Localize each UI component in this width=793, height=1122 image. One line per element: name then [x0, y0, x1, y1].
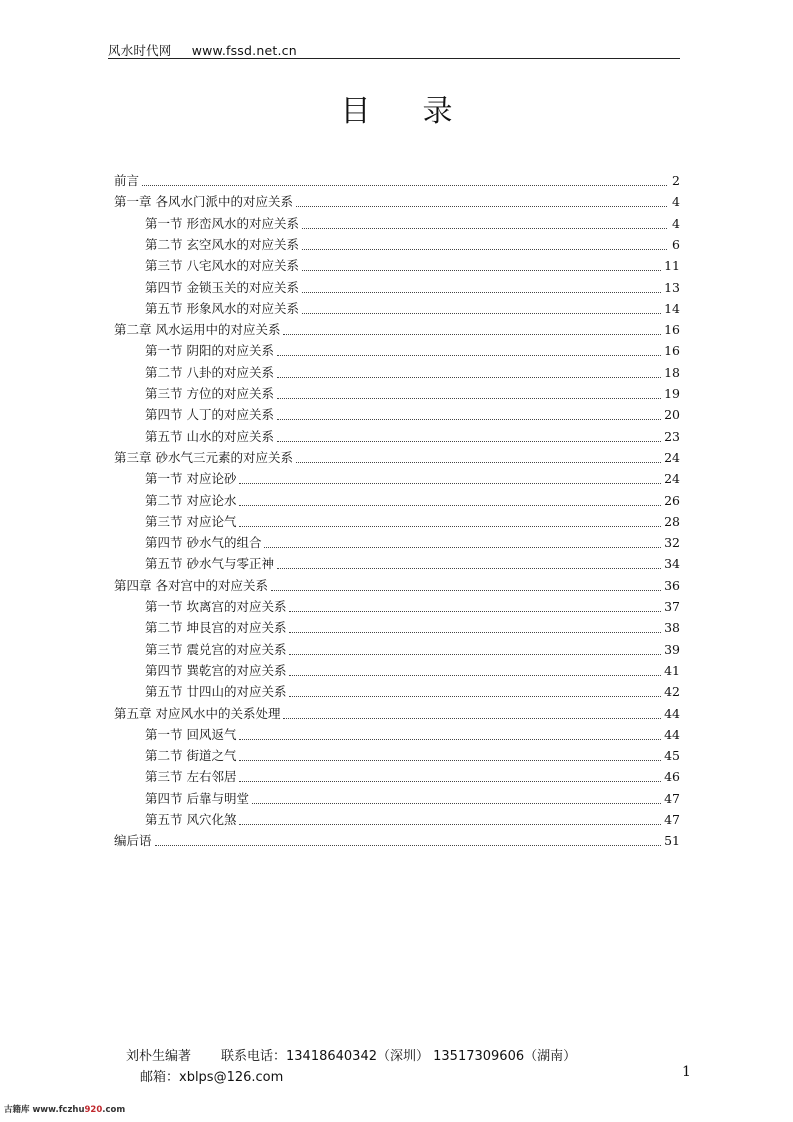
toc-entry-page: 13 — [664, 280, 680, 295]
toc-entry-page: 11 — [664, 258, 680, 273]
toc-entry-label: 第三章 砂水气三元素的对应关系 — [114, 450, 293, 465]
toc-section-row — [145, 280, 680, 296]
toc-entry-label: 第一节 对应论砂 — [145, 471, 237, 486]
toc-entry-page: 44 — [664, 706, 680, 721]
toc-section-row — [145, 556, 680, 572]
toc-entry-page: 36 — [664, 578, 680, 593]
toc-chapter-row — [114, 194, 680, 210]
toc-entry-label: 第四章 各对宫中的对应关系 — [114, 578, 268, 593]
toc-entry-label: 第三节 方位的对应关系 — [145, 386, 274, 401]
toc-entry-page: 4 — [672, 216, 680, 231]
toc-entry-page: 41 — [664, 663, 680, 678]
toc-leader-dots — [296, 206, 667, 207]
toc-entry-label: 第一章 各风水门派中的对应关系 — [114, 194, 293, 209]
toc-entry-page: 4 — [672, 194, 680, 209]
page-title: 目录 — [340, 94, 505, 129]
toc-leader-dots — [289, 696, 661, 697]
toc-section-row — [145, 365, 680, 381]
toc-section-row — [145, 535, 680, 551]
toc-entry-page: 46 — [664, 769, 680, 784]
toc-chapter-row — [114, 322, 680, 338]
toc-entry-label: 第五节 砂水气与零正神 — [145, 556, 274, 571]
toc-leader-dots — [264, 547, 661, 548]
toc-entry-page: 14 — [664, 301, 680, 316]
toc-entry-label: 第四节 金锁玉关的对应关系 — [145, 280, 299, 295]
toc-entry-label: 第二节 街道之气 — [145, 748, 237, 763]
toc-entry-label: 第二节 坤艮宫的对应关系 — [145, 620, 287, 635]
toc-entry-label: 第二节 玄空风水的对应关系 — [145, 237, 299, 252]
toc-entry-label: 第一节 形峦风水的对应关系 — [145, 216, 299, 231]
toc-entry-page: 23 — [664, 429, 680, 444]
footer-author: 刘朴生编著 — [126, 1049, 192, 1064]
toc-entry-label: 前言 — [114, 173, 140, 188]
toc-chapter-row — [114, 706, 680, 722]
toc-entry-page: 42 — [664, 684, 680, 699]
toc-entry-label: 第三节 震兑宫的对应关系 — [145, 642, 287, 657]
toc-leader-dots — [239, 483, 661, 484]
toc-chapter-row — [114, 833, 680, 849]
footer-contact-line — [126, 1045, 576, 1064]
toc-entry-page: 24 — [664, 471, 680, 486]
toc-entry-label: 第一节 坎离宫的对应关系 — [145, 599, 287, 614]
toc-leader-dots — [271, 590, 661, 591]
toc-entry-page: 32 — [664, 535, 680, 550]
toc-entry-page: 44 — [664, 727, 680, 742]
toc-leader-dots — [277, 355, 661, 356]
toc-section-row — [145, 727, 680, 743]
toc-entry-page: 20 — [664, 407, 680, 422]
toc-section-row — [145, 791, 680, 807]
toc-entry-label: 第二章 风水运用中的对应关系 — [114, 322, 281, 337]
watermark-number: 920 — [84, 1105, 103, 1115]
toc-entry-label: 第四节 后靠与明堂 — [145, 791, 249, 806]
footer-contact: 联系电话：13418640342（深圳） 13517309606（湖南） — [221, 1049, 577, 1064]
toc-leader-dots — [239, 505, 661, 506]
toc-section-row — [145, 301, 680, 317]
toc-leader-dots — [289, 611, 661, 612]
toc-entry-label: 第三节 八宅风水的对应关系 — [145, 258, 299, 273]
toc-leader-dots — [302, 292, 661, 293]
toc-entry-page: 16 — [664, 343, 680, 358]
toc-entry-page: 2 — [672, 173, 680, 188]
toc-section-row — [145, 514, 680, 530]
toc-entry-label: 第一节 回风返气 — [145, 727, 237, 742]
toc-entry-label: 第四节 砂水气的组合 — [145, 535, 262, 550]
toc-entry-page: 45 — [664, 748, 680, 763]
footer-email: 邮箱：xblps@126.com — [140, 1070, 284, 1085]
toc-section-row — [145, 493, 680, 509]
toc-section-row — [145, 812, 680, 828]
toc-entry-label: 第五节 廿四山的对应关系 — [145, 684, 287, 699]
toc-section-row — [145, 663, 680, 679]
toc-section-row — [145, 769, 680, 785]
toc-leader-dots — [239, 781, 661, 782]
toc-entry-page: 39 — [664, 642, 680, 657]
toc-leader-dots — [289, 654, 661, 655]
toc-leader-dots — [239, 739, 661, 740]
toc-leader-dots — [283, 334, 661, 335]
toc-entry-page: 24 — [664, 450, 680, 465]
toc-entry-page: 26 — [664, 493, 680, 508]
toc-entry-label: 第三节 左右邻居 — [145, 769, 237, 784]
toc-leader-dots — [142, 185, 667, 186]
header-site-url: www.fssd.net.cn — [191, 43, 297, 58]
watermark — [4, 1103, 125, 1115]
page-number: 1 — [682, 1064, 691, 1080]
toc-entry-page: 38 — [664, 620, 680, 635]
watermark-suffix: .com — [102, 1105, 126, 1115]
toc-leader-dots — [277, 441, 661, 442]
toc-chapter-row — [114, 173, 680, 189]
toc-leader-dots — [302, 270, 661, 271]
toc-section-row — [145, 237, 680, 253]
toc-section-row — [145, 386, 680, 402]
toc-leader-dots — [289, 675, 661, 676]
toc-entry-label: 第二节 对应论水 — [145, 493, 237, 508]
toc-entry-label: 编后语 — [114, 833, 152, 848]
toc-section-row — [145, 216, 680, 232]
toc-entry-label: 第五节 山水的对应关系 — [145, 429, 274, 444]
toc-entry-label: 第五节 形象风水的对应关系 — [145, 301, 299, 316]
toc-entry-label: 第三节 对应论气 — [145, 514, 237, 529]
toc-section-row — [145, 620, 680, 636]
toc-section-row — [145, 748, 680, 764]
toc-entry-label: 第五章 对应风水中的关系处理 — [114, 706, 281, 721]
toc-entry-page: 47 — [664, 812, 680, 827]
toc-leader-dots — [239, 760, 661, 761]
toc-entry-label: 第二节 八卦的对应关系 — [145, 365, 274, 380]
toc-entry-page: 28 — [664, 514, 680, 529]
toc-chapter-row — [114, 450, 680, 466]
header-site-name: 风水时代网 — [108, 43, 172, 58]
toc-section-row — [145, 599, 680, 615]
toc-entry-page: 19 — [664, 386, 680, 401]
toc-chapter-row — [114, 578, 680, 594]
toc-leader-dots — [239, 824, 661, 825]
toc-entry-label: 第四节 人丁的对应关系 — [145, 407, 274, 422]
toc-leader-dots — [277, 377, 661, 378]
toc-entry-page: 6 — [672, 237, 680, 252]
toc-leader-dots — [277, 419, 661, 420]
toc-entry-page: 47 — [664, 791, 680, 806]
toc-leader-dots — [302, 228, 667, 229]
toc-section-row — [145, 642, 680, 658]
toc-entry-page: 51 — [664, 833, 680, 848]
toc-section-row — [145, 407, 680, 423]
toc-leader-dots — [239, 526, 661, 527]
toc-entry-page: 37 — [664, 599, 680, 614]
toc-section-row — [145, 429, 680, 445]
toc-section-row — [145, 471, 680, 487]
toc-leader-dots — [155, 845, 662, 846]
toc-leader-dots — [302, 313, 661, 314]
toc-entry-page: 34 — [664, 556, 680, 571]
toc-leader-dots — [302, 249, 667, 250]
toc-leader-dots — [283, 718, 661, 719]
toc-leader-dots — [277, 568, 661, 569]
toc-leader-dots — [252, 803, 661, 804]
toc-entry-page: 16 — [664, 322, 680, 337]
toc-section-row — [145, 684, 680, 700]
toc-section-row — [145, 258, 680, 274]
toc-section-row — [145, 343, 680, 359]
toc-leader-dots — [277, 398, 661, 399]
toc-entry-page: 18 — [664, 365, 680, 380]
watermark-prefix: 古籍库 www.fczhu — [4, 1105, 85, 1115]
toc-leader-dots — [289, 632, 661, 633]
toc-entry-label: 第一节 阴阳的对应关系 — [145, 343, 274, 358]
toc-leader-dots — [296, 462, 661, 463]
toc-entry-label: 第四节 巽乾宫的对应关系 — [145, 663, 287, 678]
toc-entry-label: 第五节 风穴化煞 — [145, 812, 237, 827]
